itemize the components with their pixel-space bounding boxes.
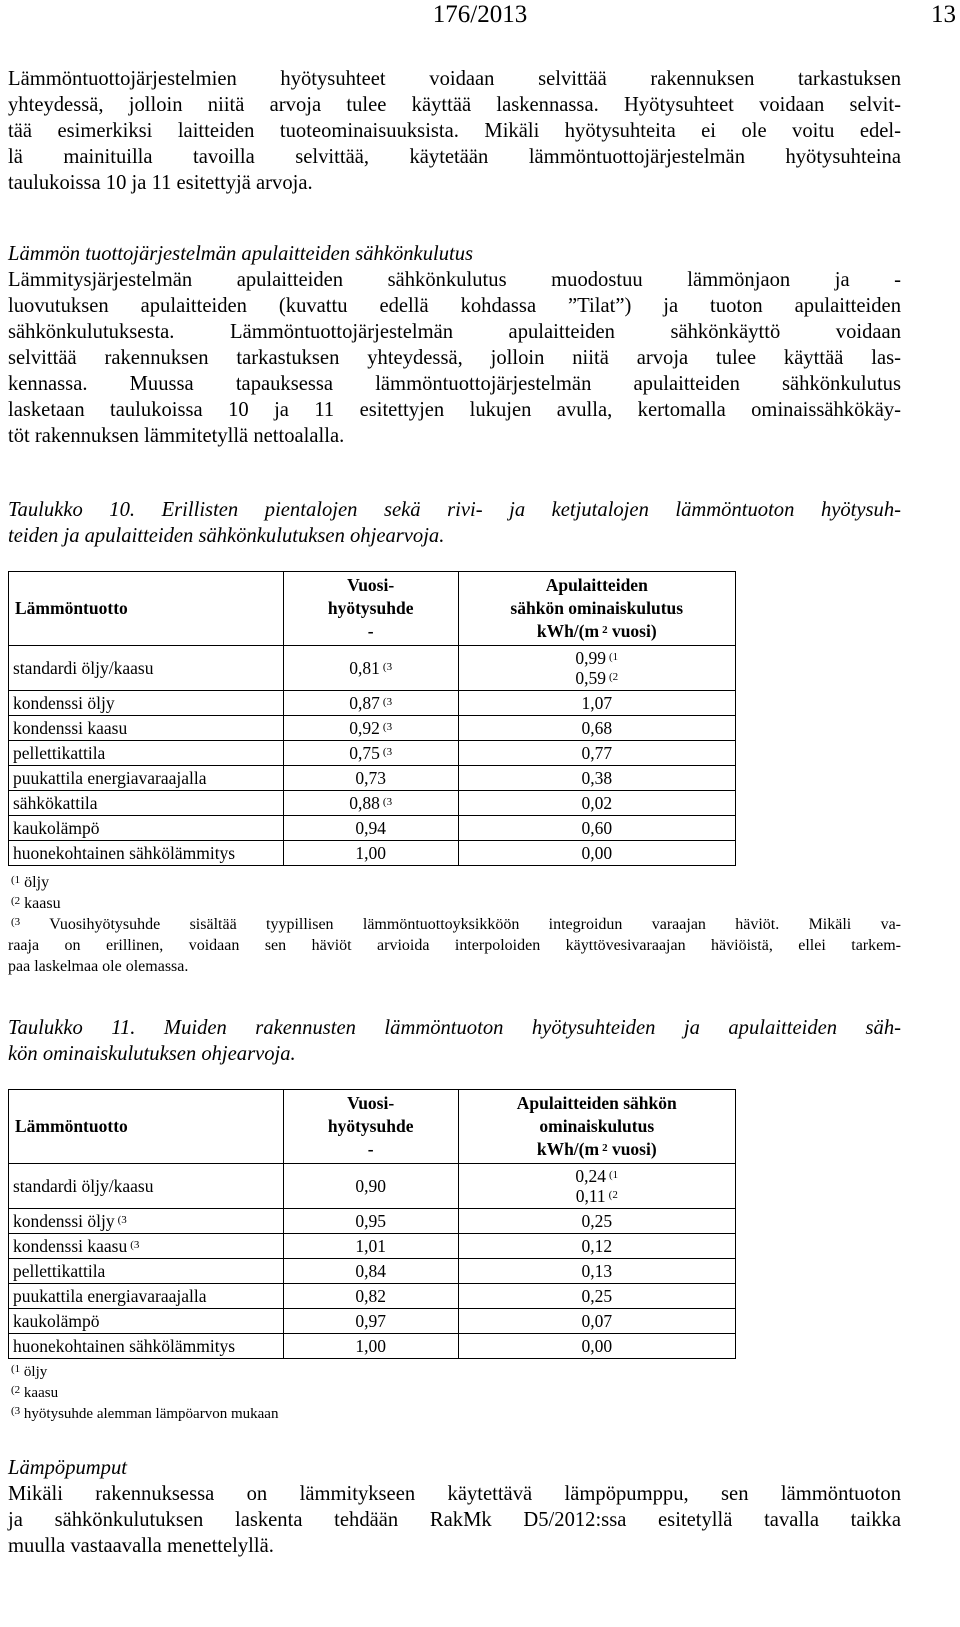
- efficiency-value: 0,88: [349, 793, 380, 813]
- row-efficiency: 1,00: [283, 841, 458, 866]
- text-line: Mikäli rakennuksessa on lämmitykseen käytettävä lämpöpumppu, sen lämmöntuoton: [8, 1483, 901, 1505]
- row-name: standardi öljy/kaasu: [9, 1164, 284, 1209]
- electricity-value: 0,24: [575, 1166, 606, 1186]
- col-header-apulaitteet: [458, 572, 735, 646]
- text-line: Lämmöntuottojärjestelmien hyötysuhteet voidaan selvittää rakennuksen tarkastuksen: [8, 68, 901, 90]
- row-efficiency: [283, 741, 458, 766]
- row-efficiency: 0,95: [283, 1209, 458, 1234]
- row-name: puukattila energiavaraajalla: [9, 766, 284, 791]
- efficiency-value: 0,75: [349, 743, 380, 763]
- issue-number: 176/2013: [432, 1, 528, 28]
- section-heading: Lämmön tuottojärjestelmän apulaitteiden sähkönkulutus: [8, 243, 474, 265]
- header-line: hyötysuhde: [327, 1116, 414, 1136]
- row-name: kondenssi öljy: [9, 691, 284, 716]
- row-electricity: 0,12: [458, 1234, 735, 1259]
- footnote-text: paa laskelmaa ole olemassa.: [8, 958, 189, 975]
- table11-footnotes: [8, 1362, 901, 1425]
- footnote-mark: (2: [11, 1384, 21, 1396]
- footnote-text: hyötysuhde alemman lämpöarvon mukaan: [23, 1406, 279, 1422]
- table-row: [9, 766, 736, 791]
- table-row: [9, 841, 736, 866]
- row-efficiency: 0,97: [283, 1309, 458, 1334]
- header-line: Apulaitteiden: [545, 575, 648, 595]
- text-line: taulukoissa 10 ja 11 esitettyjä arvoja.: [8, 172, 313, 194]
- header-unit: kWh/(m: [536, 621, 600, 641]
- footnote: [8, 893, 901, 914]
- footnote: [8, 1362, 901, 1383]
- row-name: sähkökattila: [9, 791, 284, 816]
- row-electricity: 0,00: [458, 841, 735, 866]
- row-electricity: 0,13: [458, 1259, 735, 1284]
- header-unit: vuosi): [607, 1139, 657, 1159]
- footnote-ref: (3: [130, 1239, 140, 1251]
- col-header-apulaitteet: [458, 1090, 735, 1164]
- table-row: [9, 1334, 736, 1359]
- intro-paragraph: [8, 66, 901, 196]
- row-name: kaukolämpö: [9, 1309, 284, 1334]
- col-header-vuosihyotysuhde: [283, 572, 458, 646]
- electricity-value: 0,11: [575, 1186, 606, 1206]
- footnote-text: kaasu: [24, 895, 61, 912]
- table-header-row: [9, 572, 736, 646]
- text-line: töt rakennuksen lämmitetyllä nettoalalla.: [8, 425, 345, 447]
- row-electricity: 0,25: [458, 1209, 735, 1234]
- table-header-row: [9, 1090, 736, 1164]
- table-row: [9, 646, 736, 691]
- col-header-lammontuotto: Lämmöntuotto: [9, 1090, 284, 1164]
- text-line: sähkönkulutuksesta. Lämmöntuottojärjestelmän apulaitteiden sähkönkäyttö voidaan: [8, 321, 901, 343]
- footnote-ref: (2: [608, 1189, 618, 1201]
- heat-pump-section: [8, 1455, 901, 1559]
- footnote-ref: (3: [382, 721, 393, 733]
- header-line: -: [367, 621, 374, 641]
- footnote: [8, 872, 901, 893]
- text-line: muulla vastaavalla menettelyllä.: [8, 1535, 274, 1557]
- table-row: [9, 691, 736, 716]
- row-efficiency: 1,01: [283, 1234, 458, 1259]
- row-name: pellettikattila: [9, 1259, 284, 1284]
- table-row: [9, 791, 736, 816]
- row-name: huonekohtainen sähkölämmitys: [9, 1334, 284, 1359]
- row-electricity: [458, 646, 735, 691]
- footnote: [8, 1404, 901, 1425]
- text-line: Lämmitysjärjestelmän apulaitteiden sähkönkulutus muodostuu lämmönjaon ja -: [8, 269, 901, 291]
- row-electricity: 1,07: [458, 691, 735, 716]
- table-row: [9, 1284, 736, 1309]
- footnote: [8, 914, 901, 935]
- row-efficiency: 0,90: [283, 1164, 458, 1209]
- footnote-ref: (1: [608, 1169, 619, 1181]
- col-header-vuosihyotysuhde: [283, 1090, 458, 1164]
- table-row: [9, 1259, 736, 1284]
- header-line: Vuosi-: [347, 575, 395, 595]
- row-name: kondenssi kaasu: [9, 716, 284, 741]
- text-line: tää esimerkiksi laitteiden tuoteominaisuuksista. Mikäli hyötysuhteita ei ole voitu edel-: [8, 120, 901, 142]
- table11-caption: [8, 1015, 901, 1067]
- row-name: huonekohtainen sähkölämmitys: [9, 841, 284, 866]
- col-header-lammontuotto: Lämmöntuotto: [9, 572, 284, 646]
- footnote-ref: (3: [382, 746, 393, 758]
- row-efficiency: 0,84: [283, 1259, 458, 1284]
- text-line: selvittää rakennuksen tarkastuksen yhteydessä, jolloin niitä arvoja tulee käyttää las-: [8, 347, 901, 369]
- table10: [8, 571, 736, 866]
- header-line: Vuosi-: [347, 1093, 395, 1113]
- table10-footnotes: [8, 872, 901, 977]
- footnote-ref: (3: [382, 696, 393, 708]
- row-name: puukattila energiavaraajalla: [9, 1284, 284, 1309]
- row-name: pellettikattila: [9, 741, 284, 766]
- text-line: luovutuksen apulaitteiden (kuvattu edellä kohdassa ”Tilat”) ja tuoton apulaitteiden: [8, 295, 901, 317]
- footnote-mark: (1: [11, 874, 21, 886]
- row-electricity: [458, 1164, 735, 1209]
- header-unit: vuosi): [607, 621, 657, 641]
- caption-line: teiden ja apulaitteiden sähkönkulutuksen ohjearvoja.: [8, 525, 445, 547]
- table-row: [9, 741, 736, 766]
- footnote-ref: (3: [382, 796, 393, 808]
- row-efficiency: [283, 791, 458, 816]
- row-efficiency: 0,94: [283, 816, 458, 841]
- footnote-ref: (2: [608, 671, 619, 683]
- electricity-value: 0,59: [575, 668, 606, 688]
- row-electricity: 0,38: [458, 766, 735, 791]
- caption-line: Taulukko 10. Erillisten pientalojen sekä rivi- ja ketjutalojen lämmöntuoton hyötysuh-: [8, 499, 901, 521]
- header-unit: kWh/(m: [536, 1139, 600, 1159]
- efficiency-value: 0,92: [349, 718, 380, 738]
- footnote-mark: (3: [11, 1405, 21, 1417]
- efficiency-value: 0,87: [349, 693, 380, 713]
- table-row: [9, 1164, 736, 1209]
- row-name: standardi öljy/kaasu: [9, 646, 284, 691]
- table-row: [9, 816, 736, 841]
- row-electricity: 0,02: [458, 791, 735, 816]
- unit-superscript: 2: [602, 624, 608, 636]
- page-number: 13: [931, 1, 956, 28]
- row-efficiency: [283, 646, 458, 691]
- row-name: [9, 1209, 284, 1234]
- footnote-text: öljy: [23, 1364, 48, 1380]
- header-line: ominaiskulutus: [539, 1116, 655, 1136]
- row-name: [9, 1234, 284, 1259]
- text-line: lasketaan taulukoissa 10 ja 11 esitettyjen lukujen avulla, kertomalla ominaissähkökäy-: [8, 399, 901, 421]
- header-line: hyötysuhde: [327, 598, 414, 618]
- footnote-mark: (3: [11, 916, 21, 928]
- footnote-text: raaja on erillinen, voidaan sen häviöt arvioida interpoloiden käyttövesivaraajan häviöistä, ellei tarkem-: [8, 937, 901, 954]
- header-line: Apulaitteiden sähkön: [516, 1093, 677, 1113]
- efficiency-value: 0,81: [349, 658, 380, 678]
- electricity-value: 0,99: [575, 648, 606, 668]
- row-electricity: 0,00: [458, 1334, 735, 1359]
- row-electricity: 0,07: [458, 1309, 735, 1334]
- row-electricity: 0,68: [458, 716, 735, 741]
- row-efficiency: [283, 716, 458, 741]
- footnote-mark: (1: [11, 1363, 21, 1375]
- table10-caption: [8, 497, 901, 549]
- footnote-ref: (3: [382, 661, 393, 673]
- aux-electricity-section: [8, 241, 901, 449]
- footnote-ref: (1: [608, 651, 619, 663]
- row-name: kaukolämpö: [9, 816, 284, 841]
- table11: [8, 1089, 736, 1359]
- footnote-text: öljy: [24, 874, 50, 891]
- row-efficiency: 0,73: [283, 766, 458, 791]
- header-line: sähkön ominaiskulutus: [510, 598, 684, 618]
- table-row: [9, 1309, 736, 1334]
- row-efficiency: [283, 691, 458, 716]
- text-line: ja sähkönkulutuksen laskenta tehdään RakMk D5/2012:ssa esitetyllä tavalla taikka: [8, 1509, 901, 1531]
- row-efficiency: 0,82: [283, 1284, 458, 1309]
- row-electricity: 0,60: [458, 816, 735, 841]
- footnote-text: Vuosihyötysuhde sisältää tyypillisen lämmöntuottoyksikköön integroidun varaajan häviöt. Mikäli va-: [49, 916, 901, 933]
- table-row: [9, 1209, 736, 1234]
- footnote-text: kaasu: [23, 1385, 59, 1401]
- row-efficiency: 1,00: [283, 1334, 458, 1359]
- text-line: kennassa. Muussa tapauksessa lämmöntuottojärjestelmän apulaitteiden sähkönkulutus: [8, 373, 901, 395]
- text-line: lä mainituilla tavoilla selvittää, käytetään lämmöntuottojärjestelmän hyötysuhteina: [8, 146, 901, 168]
- footnote-mark: (2: [11, 895, 21, 907]
- caption-line: kön ominaiskulutuksen ohjearvoja.: [8, 1043, 296, 1065]
- row-name-text: kondenssi kaasu: [13, 1236, 128, 1256]
- row-electricity: 0,77: [458, 741, 735, 766]
- unit-superscript: 2: [602, 1142, 608, 1154]
- row-name-text: kondenssi öljy: [13, 1211, 115, 1231]
- table-row: [9, 1234, 736, 1259]
- section-heading: Lämpöpumput: [8, 1457, 127, 1479]
- footnote-ref: (3: [117, 1214, 127, 1226]
- header-line: -: [367, 1139, 374, 1159]
- table-row: [9, 716, 736, 741]
- row-electricity: 0,25: [458, 1284, 735, 1309]
- caption-line: Taulukko 11. Muiden rakennusten lämmöntuoton hyötysuhteiden ja apulaitteiden säh-: [8, 1017, 901, 1039]
- text-line: yhteydessä, jolloin niitä arvoja tulee käyttää laskennassa. Hyötysuhteet voidaan selvit-: [8, 94, 901, 116]
- footnote: [8, 1383, 901, 1404]
